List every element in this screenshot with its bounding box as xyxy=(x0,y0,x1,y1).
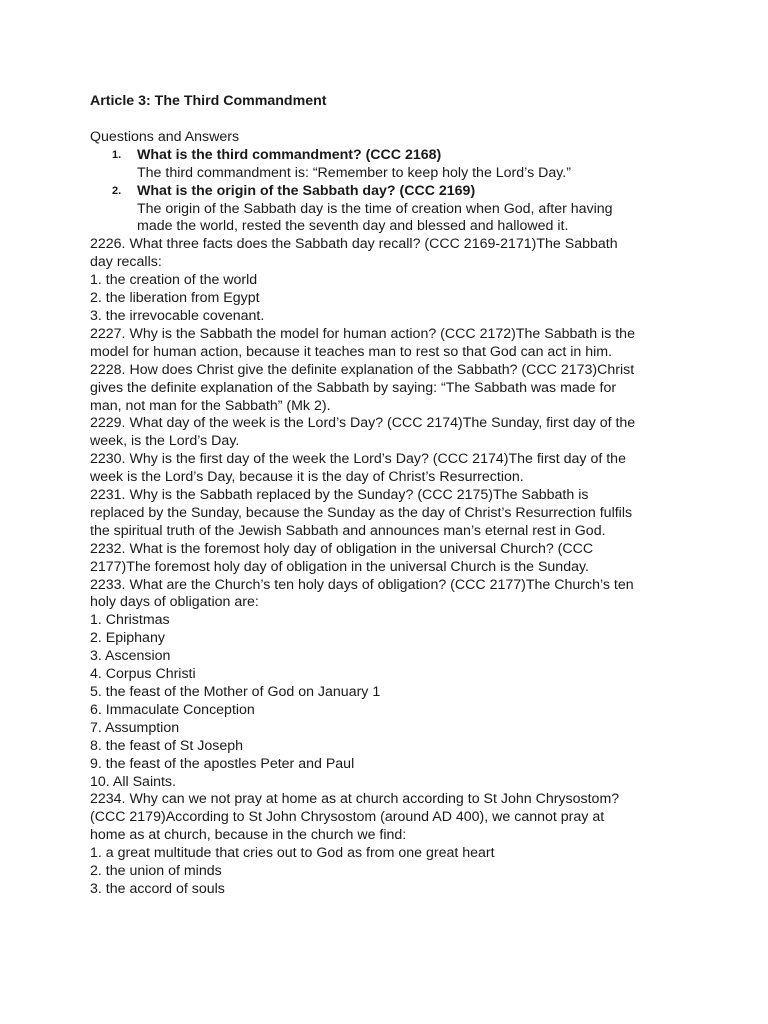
qa-answer-line: made the world, rested the seventh day and blessed and hallowed it. xyxy=(137,218,569,235)
qa-list xyxy=(90,147,690,237)
body-line: day recalls: xyxy=(90,254,162,271)
body-line: man, not man for the Sabbath” (Mk 2). xyxy=(90,397,331,414)
body-line: 2231. Why is the Sabbath replaced by the Sunday? (CCC 2175)The Sabbath is xyxy=(90,487,589,504)
qa-question: What is the origin of the Sabbath day? (CCC 2169) xyxy=(137,182,476,199)
body-line: 2233. What are the Church’s ten holy days of obligation? (CCC 2177)The Church’s ten xyxy=(90,576,634,593)
body-line: 3. the irrevocable covenant. xyxy=(90,307,265,324)
qa-item xyxy=(90,147,690,183)
body-line: 2232. What is the foremost holy day of obligation in the universal Church? (CCC xyxy=(90,540,594,557)
qa-question: What is the third commandment? (CCC 2168) xyxy=(137,146,442,163)
body-line: 2227. Why is the Sabbath the model for human action? (CCC 2172)The Sabbath is the xyxy=(90,325,635,342)
body-line: 2. the union of minds xyxy=(90,863,222,880)
body-line: 2234. Why can we not pray at home as at church according to St John Chrysostom? xyxy=(90,791,620,808)
body-line: 6. Immaculate Conception xyxy=(90,701,255,718)
qa-number: 1. xyxy=(112,148,122,161)
body-line: 8. the feast of St Joseph xyxy=(90,737,244,754)
body-line: 3. Ascension xyxy=(90,648,171,665)
body-line: (CCC 2179)According to St John Chrysostom (around AD 400), we cannot pray at xyxy=(90,809,605,826)
qa-answer-line: The third commandment is: “Remember to keep holy the Lord’s Day.” xyxy=(137,164,571,181)
body-line: model for human action, because it teaches man to rest so that God can act in him. xyxy=(90,343,613,360)
body-line: 1. Christmas xyxy=(90,612,170,629)
body-line: home as at church, because in the church we find: xyxy=(90,827,407,844)
body-line: the spiritual truth of the Jewish Sabbath and announces man’s eternal rest in God. xyxy=(90,522,606,539)
body-line: 1. a great multitude that cries out to God as from one great heart xyxy=(90,845,495,862)
qa-number: 2. xyxy=(112,184,122,197)
body-line: 5. the feast of the Mother of God on January 1 xyxy=(90,684,381,700)
body-line: replaced by the Sunday, because the Sunday as the day of Christ’s Resurrection fulfils xyxy=(90,504,633,521)
body-line: 2. the liberation from Egypt xyxy=(90,290,260,307)
qa-answer-line: The origin of the Sabbath day is the time of creation when God, after having xyxy=(137,200,613,217)
body-line: 2177)The foremost holy day of obligation in the universal Church is the Sunday. xyxy=(90,558,589,575)
body-line: 10. All Saints. xyxy=(90,773,176,790)
body-line: week is the Lord’s Day, because it is the day of Christ’s Resurrection. xyxy=(90,469,524,486)
body-line: 2. Epiphany xyxy=(90,630,165,647)
body-line: 4. Corpus Christi xyxy=(90,666,196,683)
body-line: 2230. Why is the first day of the week the Lord’s Day? (CCC 2174)The first day of the xyxy=(90,451,626,468)
document-content xyxy=(90,93,690,899)
qa-item xyxy=(90,183,690,237)
spacer xyxy=(90,111,690,129)
body-line: 9. the feast of the apostles Peter and Paul xyxy=(90,755,355,772)
body-line: holy days of obligation are: xyxy=(90,594,259,611)
body-line: 7. Assumption xyxy=(90,719,180,736)
document-title: Article 3: The Third Commandment xyxy=(90,93,327,109)
body-line: week, is the Lord’s Day. xyxy=(90,433,240,450)
document-body xyxy=(90,236,690,899)
body-line: 2229. What day of the week is the Lord’s Day? (CCC 2174)The Sunday, first day of the xyxy=(90,415,636,432)
body-line: 2228. How does Christ give the definite explanation of the Sabbath? (CCC 2173)Christ xyxy=(90,361,635,378)
body-line: 3. the accord of souls xyxy=(90,880,225,897)
body-line: 2226. What three facts does the Sabbath day recall? (CCC 2169-2171)The Sabbath xyxy=(90,236,618,253)
body-line: 1. the creation of the world xyxy=(90,272,258,289)
qa-heading: Questions and Answers xyxy=(90,128,240,145)
body-line: gives the definite explanation of the Sabbath by saying: “The Sabbath was made for xyxy=(90,379,617,396)
